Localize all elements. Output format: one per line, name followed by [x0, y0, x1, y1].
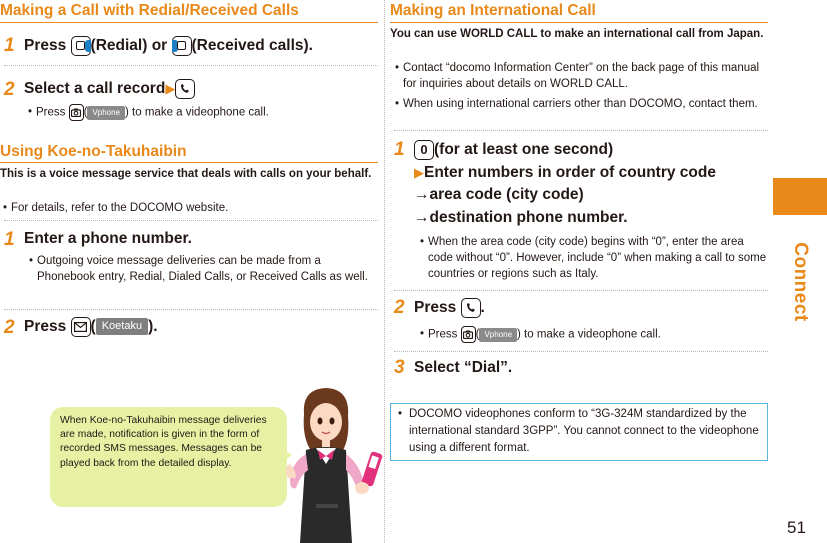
docomo-guide-character-illustration: [284, 384, 384, 543]
international-intro: You can use WORLD CALL to make an international call from Japan.: [390, 28, 764, 40]
step-select-dial: Select “Dial”.: [414, 359, 513, 376]
step-number: 2: [4, 79, 15, 100]
divider: [4, 220, 378, 221]
step-number: 2: [4, 317, 15, 338]
step-redial-press: Press (Redial) or (Received calls).: [24, 37, 313, 54]
step-press-zero: 0 (for at least one second): [414, 139, 613, 161]
vphone-softkey: Vphone: [87, 106, 125, 120]
note-videophone: • Press ( Vphone ) to make a videophone call.: [36, 104, 366, 121]
step-destination-number: →destination phone number.: [414, 209, 628, 226]
title-underline: [390, 22, 768, 23]
note-docomo-website: • For details, refer to the DOCOMO website.: [3, 202, 229, 214]
note-other-carriers: • When using international carriers other than DOCOMO, contact them.: [395, 98, 758, 110]
divider: [394, 290, 768, 291]
divider: [4, 65, 378, 66]
title-underline: [0, 22, 378, 23]
divider: [394, 351, 768, 352]
camera-key-icon: [69, 104, 84, 121]
section-title-international: Making an International Call: [390, 2, 596, 19]
column-separator: [384, 0, 385, 543]
step-number: 1: [4, 229, 15, 250]
page-number: 51: [787, 518, 806, 537]
step-number: 1: [4, 35, 15, 56]
divider: [394, 130, 768, 131]
vphone-softkey: Vphone: [479, 328, 517, 342]
note-outgoing-deliveries: • Outgoing voice message deliveries can be made from a Phonebook entry, Redial, Dialed Calls, or Received Calls as well.: [29, 255, 368, 283]
videophone-info-text: • DOCOMO videophones conform to “3G-324M standardized by the international standard 3GPP”. You cannot connect to the videophone using a different format.: [398, 408, 759, 454]
note-videophone: • Press ( Vphone ) to make a videophone call.: [428, 326, 770, 343]
step-press-call: Press .: [414, 299, 485, 316]
koe-intro: This is a voice message service that deals with calls on your behalf.: [0, 168, 372, 180]
zero-key-icon: 0: [414, 140, 434, 160]
tip-bubble-text: When Koe-no-Takuhaibin message deliveries are made, notification is given in the form of recorded SMS messages. Messages can be played back from the detailed display.: [60, 415, 267, 469]
chapter-label: Connect: [790, 242, 811, 322]
received-calls-key-icon: [172, 36, 192, 56]
camera-key-icon: [461, 326, 476, 343]
koetaku-softkey: Koetaku: [96, 318, 148, 335]
section-title-koe: Using Koe-no-Takuhaibin: [0, 143, 187, 160]
step-press-koetaku: Press ( Koetaku ).: [24, 318, 158, 335]
call-key-icon: [175, 79, 195, 99]
divider: [4, 309, 378, 310]
redial-key-icon: [71, 36, 91, 56]
step-select-record: Select a call record▶: [24, 78, 195, 100]
note-area-code-zero: • When the area code (city code) begins with “0”, enter the area code without “0”. However, include “0” when making a call to some countries or regions such as Italy.: [420, 236, 767, 280]
step-enter-number: Enter a phone number.: [24, 230, 192, 247]
step-number: 1: [394, 139, 405, 160]
chapter-tab: [773, 178, 827, 215]
note-world-call: • Contact “docomo Information Center” on the back page of this manual for inquiries about details on WORLD CALL.: [395, 62, 760, 90]
section-title-redial: Making a Call with Redial/Received Calls: [0, 2, 299, 19]
step-country-code: ▶Enter numbers in order of country code: [414, 164, 716, 181]
step-number: 3: [394, 357, 405, 378]
call-key-icon: [461, 298, 481, 318]
title-underline: [0, 162, 378, 163]
step-number: 2: [394, 297, 405, 318]
step-area-code: →area code (city code): [414, 186, 584, 203]
mail-key-icon: [71, 317, 91, 337]
